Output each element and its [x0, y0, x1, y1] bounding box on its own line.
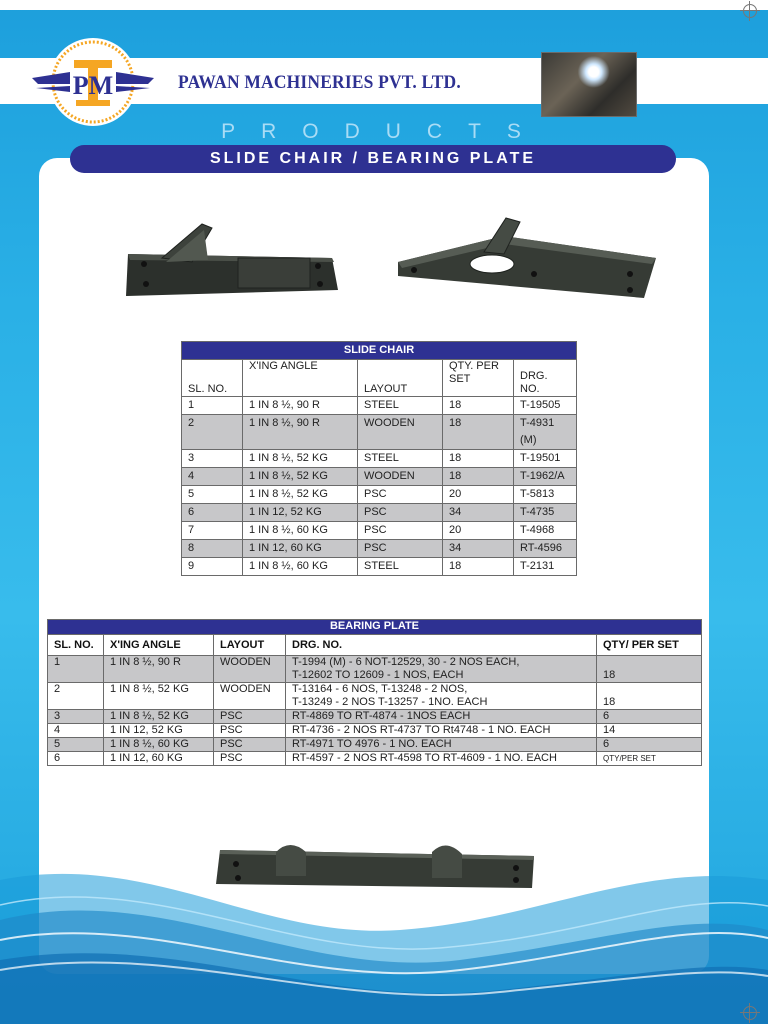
cell: 18 — [597, 656, 702, 683]
col-layout: LAYOUT — [358, 360, 443, 397]
cell: WOODEN — [358, 468, 443, 486]
cell: 18 — [443, 558, 514, 576]
table-header-row — [182, 360, 577, 397]
cell: 1 IN 12, 52 KG — [243, 504, 358, 522]
cell: 1 IN 8 ½, 52 KG — [243, 450, 358, 468]
cell: 9 — [182, 558, 243, 576]
cell: 1 IN 8 ½, 52 KG — [243, 486, 358, 504]
cell: 20 — [443, 522, 514, 540]
table-row — [182, 486, 577, 504]
cell: 1 IN 12, 60 KG — [243, 540, 358, 558]
table-row — [48, 710, 702, 724]
cell: 8 — [182, 540, 243, 558]
drg-line: T-13249 - 2 NOS T-13257 - 1NO. EACH — [292, 696, 488, 708]
cell: 1 IN 8 ½, 90 R — [243, 397, 358, 415]
cell: T-5813 — [514, 486, 577, 504]
cell: RT-4736 - 2 NOS RT-4737 TO Rt4748 - 1 NO. EACH — [286, 724, 597, 738]
products-heading: PRODUCTS — [221, 120, 547, 143]
cell: 1 — [182, 397, 243, 415]
cell: T-19501 — [514, 450, 577, 468]
cell: RT-4971 TO 4976 - 1 NO. EACH — [286, 738, 597, 752]
cell: PSC — [214, 752, 286, 766]
drg-line: T-12602 TO 12609 - 1 NOS, EACH — [292, 669, 464, 681]
cell: T-1962/A — [514, 468, 577, 486]
table-row — [182, 450, 577, 468]
top-white-strip — [0, 0, 768, 10]
cell: T-4735 — [514, 504, 577, 522]
cell: 3 — [182, 450, 243, 468]
table-row — [182, 522, 577, 540]
cell: PSC — [214, 738, 286, 752]
cell: PSC — [358, 540, 443, 558]
cell: PSC — [214, 724, 286, 738]
cell: 4 — [48, 724, 104, 738]
welding-photo — [541, 52, 637, 117]
cell: PSC — [214, 710, 286, 724]
col-drg-no: DRG. NO. — [286, 635, 597, 656]
table-row — [182, 504, 577, 522]
table-row — [48, 656, 702, 683]
registration-mark-icon — [743, 1006, 757, 1020]
table-row — [182, 468, 577, 486]
bearing-plate-caption: BEARING PLATE — [48, 620, 702, 635]
cell: 20 — [443, 486, 514, 504]
cell: 1 IN 8 ½, 52 KG — [104, 710, 214, 724]
cell: 1 IN 8 ½, 60 KG — [104, 738, 214, 752]
cell: PSC — [358, 486, 443, 504]
cell: 5 — [48, 738, 104, 752]
col-xing-angle: X'ING ANGLE — [104, 635, 214, 656]
cell — [286, 656, 597, 683]
cell: 2 — [48, 683, 104, 710]
table-row — [48, 683, 702, 710]
cell: RT-4597 - 2 NOS RT-4598 TO RT-4609 - 1 NO. EACH — [286, 752, 597, 766]
slide-chair-caption: SLIDE CHAIR — [182, 342, 577, 360]
cell: WOODEN — [214, 656, 286, 683]
cell: 4 — [182, 468, 243, 486]
cell: 18 — [443, 468, 514, 486]
table-row — [182, 558, 577, 576]
cell: 1 — [48, 656, 104, 683]
cell: 1 IN 12, 60 KG — [104, 752, 214, 766]
cell: 18 — [443, 415, 514, 450]
cell: 1 IN 8 ½, 60 KG — [243, 522, 358, 540]
table-header-row — [48, 635, 702, 656]
cell: 7 — [182, 522, 243, 540]
col-qty: QTY. PER SET — [443, 360, 514, 397]
cell: 14 — [597, 724, 702, 738]
cell: PSC — [358, 522, 443, 540]
cell: 34 — [443, 504, 514, 522]
cell: 1 IN 8 ½, 90 R — [104, 656, 214, 683]
cell: PSC — [358, 504, 443, 522]
cell: STEEL — [358, 558, 443, 576]
slide-chair-image — [122, 218, 344, 300]
table-row — [48, 724, 702, 738]
slide-chair-table — [181, 341, 577, 576]
bearing-plate-image — [394, 214, 658, 304]
cell: 6 — [597, 710, 702, 724]
cell: 18 — [443, 397, 514, 415]
cell: 18 — [443, 450, 514, 468]
cell: 1 IN 12, 52 KG — [104, 724, 214, 738]
cell: 6 — [597, 738, 702, 752]
cell: 3 — [48, 710, 104, 724]
cell: T-4968 — [514, 522, 577, 540]
table-row — [182, 540, 577, 558]
drg-line: T-1994 (M) - 6 NOT-12529, 30 - 2 NOS EACH, — [292, 656, 520, 668]
col-sl-no: SL. NO. — [48, 635, 104, 656]
drg-line: T-13164 - 6 NOS, T-13248 - 2 NOS, — [292, 683, 468, 695]
col-drg-no: DRG. NO. — [514, 360, 577, 397]
page-title: SLIDE CHAIR / BEARING PLATE — [70, 145, 676, 173]
table-row — [182, 415, 577, 450]
cell: 5 — [182, 486, 243, 504]
bearing-plate-table — [47, 619, 702, 766]
cell: T-4931 (M) — [514, 415, 577, 450]
cell: T-19505 — [514, 397, 577, 415]
registration-mark-icon — [743, 4, 757, 18]
cell: 18 — [597, 683, 702, 710]
col-xing-angle: X'ING ANGLE — [243, 360, 358, 397]
cell: QTY/PER SET — [597, 752, 702, 766]
table-row — [48, 752, 702, 766]
cell: 2 — [182, 415, 243, 450]
bearing-plate-long-image — [214, 836, 540, 892]
cell: STEEL — [358, 450, 443, 468]
cell: WOODEN — [214, 683, 286, 710]
cell: 6 — [48, 752, 104, 766]
cell: STEEL — [358, 397, 443, 415]
col-qty: QTY/ PER SET — [597, 635, 702, 656]
cell: 1 IN 8 ½, 90 R — [243, 415, 358, 450]
cell: RT-4596 — [514, 540, 577, 558]
cell: 34 — [443, 540, 514, 558]
col-sl-no: SL. NO. — [182, 360, 243, 397]
company-name: PAWAN MACHINERIES PVT. LTD. — [178, 72, 461, 93]
cell: 1 IN 8 ½, 52 KG — [104, 683, 214, 710]
cell: RT-4869 TO RT-4874 - 1NOS EACH — [286, 710, 597, 724]
col-layout: LAYOUT — [214, 635, 286, 656]
cell: 6 — [182, 504, 243, 522]
cell: T-2131 — [514, 558, 577, 576]
cell: 1 IN 8 ½, 60 KG — [243, 558, 358, 576]
cell — [286, 683, 597, 710]
cell: 1 IN 8 ½, 52 KG — [243, 468, 358, 486]
table-row — [48, 738, 702, 752]
company-logo — [30, 38, 156, 126]
logo-text: PM — [72, 71, 114, 100]
cell: WOODEN — [358, 415, 443, 450]
table-row — [182, 397, 577, 415]
